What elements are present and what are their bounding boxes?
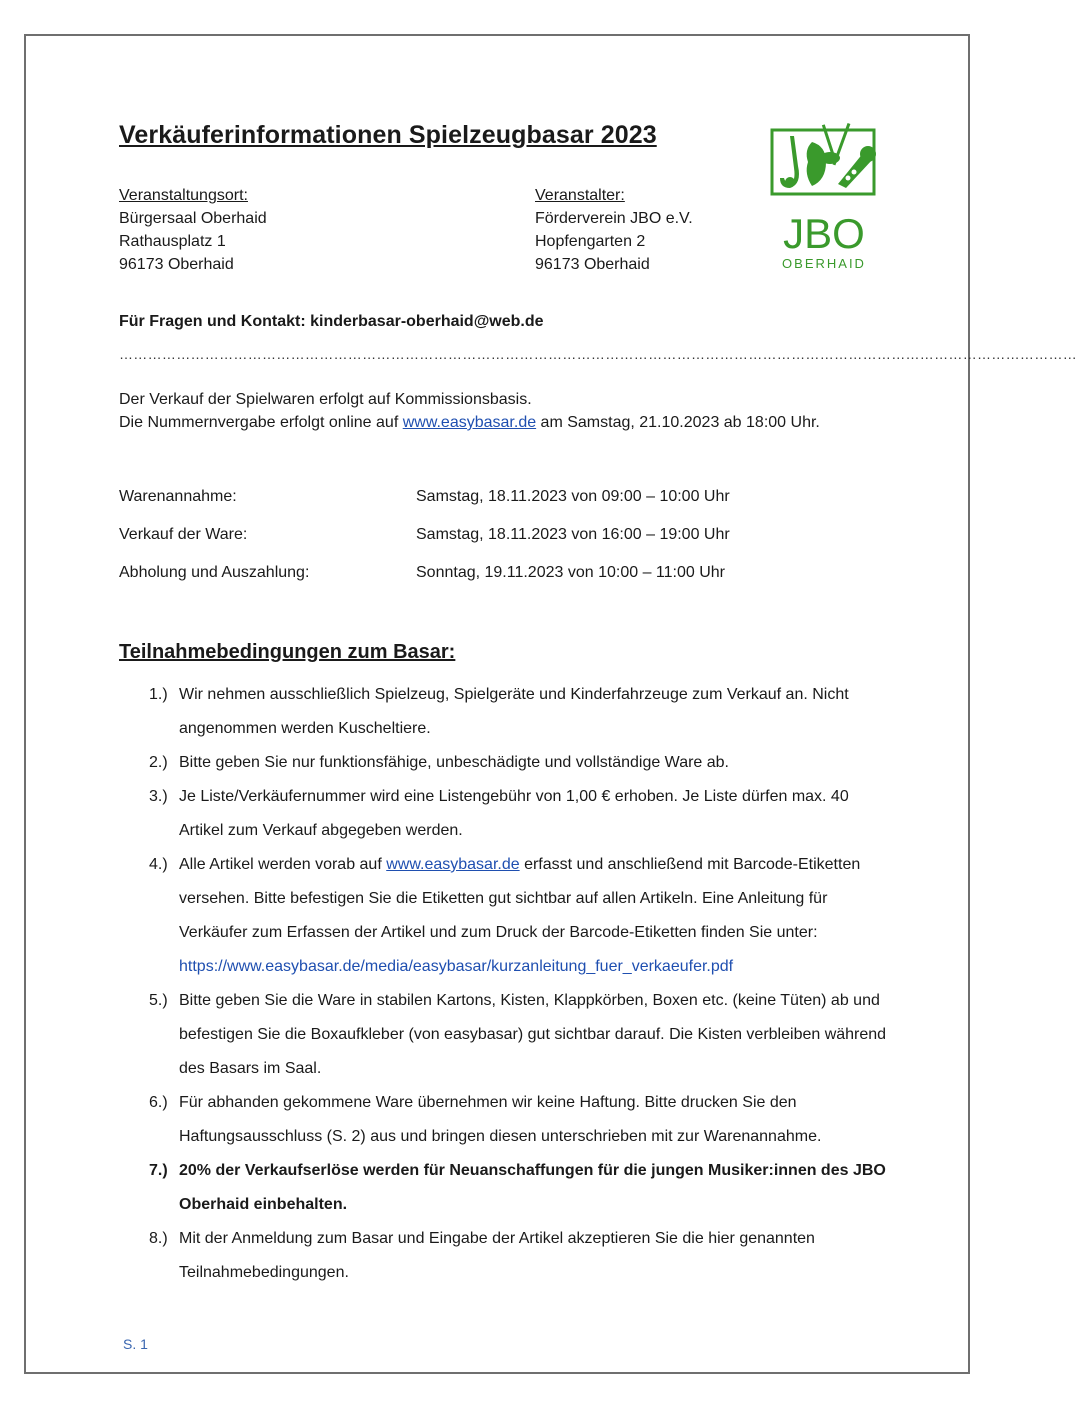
- list-item: [119, 1086, 889, 1154]
- item-number: 2.): [149, 754, 168, 771]
- list-item: [119, 746, 889, 780]
- item-text: Bitte geben Sie die Ware in stabilen Kartons, Kisten, Klappkörben, Boxen etc. (keine Tüten) ab und befestigen Sie die Boxaufkleber (von easybasar) gut sichtbar darauf. Die Kisten verbleiben während des Basars im Saal.: [179, 992, 887, 1077]
- instrument-icon: [780, 123, 876, 188]
- venue-heading: Veranstaltungsort:: [119, 187, 248, 204]
- dotted-separator: …………………………………………………………………………………………………………………………………………………………………………………: [119, 346, 1077, 362]
- item-text: Bitte geben Sie nur funktionsfähige, unbeschädigte und vollständige Ware ab.: [179, 754, 729, 771]
- contact-line: Für Fragen und Kontakt: kinderbasar-oberhaid@web.de: [119, 313, 544, 330]
- list-item: [119, 1154, 889, 1222]
- organizer-line: Förderverein JBO e.V.: [535, 210, 693, 227]
- venue-line: 96173 Oberhaid: [119, 256, 234, 273]
- intro-line-2: [119, 411, 820, 434]
- logo-subtext: OBERHAID: [782, 256, 866, 271]
- intro-paragraph: [119, 388, 820, 434]
- item-number: 4.): [149, 856, 168, 873]
- logo-text: JBO: [783, 210, 865, 257]
- item-text: Alle Artikel werden vorab auf: [179, 856, 387, 873]
- easybasar-link[interactable]: www.easybasar.de: [386, 856, 520, 873]
- list-item: [119, 678, 889, 746]
- schedule-label: Verkauf der Ware:: [119, 526, 248, 543]
- item-number: 7.): [149, 1162, 168, 1179]
- venue-line: Rathausplatz 1: [119, 233, 226, 250]
- venue-line: Bürgersaal Oberhaid: [119, 210, 267, 227]
- schedule-label: Warenannahme:: [119, 488, 237, 505]
- conditions-heading: Teilnahmebedingungen zum Basar:: [119, 641, 456, 663]
- schedule-value: Samstag, 18.11.2023 von 09:00 – 10:00 Uhr: [416, 488, 730, 505]
- schedule-value: Sonntag, 19.11.2023 von 10:00 – 11:00 Uhr: [416, 564, 725, 581]
- conditions-list: [119, 678, 889, 1290]
- item-number: 8.): [149, 1230, 168, 1247]
- intro-line-1: Der Verkauf der Spielwaren erfolgt auf Kommissionsbasis.: [119, 391, 532, 408]
- jbo-logo: [768, 122, 880, 274]
- venue-block: [119, 184, 267, 276]
- schedule-label: Abholung und Auszahlung:: [119, 564, 310, 581]
- list-item: [119, 848, 889, 984]
- organizer-line: Hopfengarten 2: [535, 233, 646, 250]
- schedule-value: Samstag, 18.11.2023 von 16:00 – 19:00 Uhr: [416, 526, 730, 543]
- item-text: Mit der Anmeldung zum Basar und Eingabe der Artikel akzeptieren Sie die hier genannten Teilnahmebedingungen.: [179, 1230, 815, 1281]
- item-number: 1.): [149, 686, 168, 703]
- intro-text: am Samstag, 21.10.2023 ab 18:00 Uhr.: [536, 414, 820, 431]
- item-text: 20% der Verkaufserlöse werden für Neuanschaffungen für die jungen Musiker:innen des JBO Oberhaid einbehalten.: [179, 1162, 886, 1213]
- item-number: 3.): [149, 788, 168, 805]
- document-title: Verkäuferinformationen Spielzeugbasar 2023: [119, 121, 657, 149]
- list-item: [119, 984, 889, 1086]
- page-number: S. 1: [123, 1336, 148, 1352]
- item-text: Je Liste/Verkäufernummer wird eine Listengebühr von 1,00 € erhoben. Je Liste dürfen max. 40 Artikel zum Verkauf abgegeben werden.: [179, 788, 849, 839]
- organizer-heading: Veranstalter:: [535, 187, 625, 204]
- item-text: erfasst und anschließend mit Barcode-Etiketten versehen. Bitte befestigen Sie die Etiketten gut sichtbar auf allen Artikeln. Eine Anleitung für Verkäufer zum Erfassen der Artikel und zum Druck der Barcode-Etiketten finden Sie unter:: [179, 856, 861, 941]
- organizer-line: 96173 Oberhaid: [535, 256, 650, 273]
- item-text: Für abhanden gekommene Ware übernehmen wir keine Haftung. Bitte drucken Sie den Haftungsausschluss (S. 2) aus und bringen diesen unterschrieben mit zur Warenannahme.: [179, 1094, 822, 1145]
- item-text: Wir nehmen ausschließlich Spielzeug, Spielgeräte und Kinderfahrzeuge zum Verkauf an. Nicht angenommen werden Kuscheltiere.: [179, 686, 849, 737]
- list-item: [119, 780, 889, 848]
- easybasar-link[interactable]: www.easybasar.de: [402, 414, 537, 431]
- item-number: 5.): [149, 992, 168, 1009]
- guide-pdf-link[interactable]: https://www.easybasar.de/media/easybasar/kurzanleitung_fuer_verkaeufer.pdf: [179, 958, 734, 975]
- list-item: [119, 1222, 889, 1290]
- item-number: 6.): [149, 1094, 168, 1111]
- intro-text: Die Nummernvergabe erfolgt online auf: [119, 414, 403, 431]
- organizer-block: [535, 184, 693, 276]
